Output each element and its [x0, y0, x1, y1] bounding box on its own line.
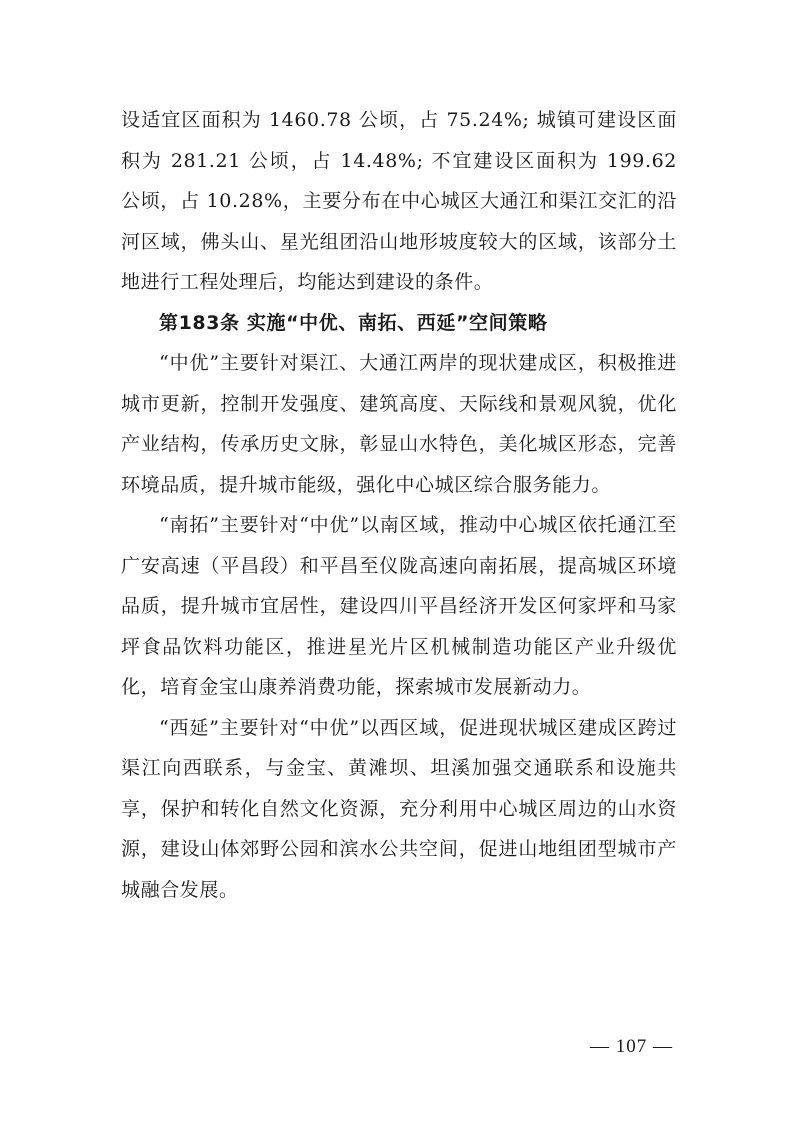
article-heading: 第183条 实施“中优、南拓、西延”空间策略 — [159, 311, 548, 334]
body-text — [121, 100, 677, 910]
paragraph-xiyan: “西延”主要针对“中优”以西区域，促进现状城区建成区跨过渠江向西联系，与金宝、黄滩坝、坦溪加强交通联系和设施共享，保护和转化自然文化资源，充分利用中心城区周边的山水资源，建设山体郊野公园和滨水公共空间，促进山地组团型城市产城融合发展。 — [121, 716, 677, 901]
paragraph-zhongyou: “中优”主要针对渠江、大通江两岸的现状建成区，积极推进城市更新，控制开发强度、建筑高度、天际线和景观风貌，优化产业结构，传承历史文脉，彰显山水特色，美化城区形态，完善环境品质，提升城市能级，强化中心城区综合服务能力。 — [121, 352, 677, 496]
continued-paragraph: 设适宜区面积为 1460.78 公顷，占 75.24%; 城镇可建设区面积为 281.21 公顷，占 14.48%; 不宜建设区面积为 199.62 公顷，占 10.28%，主要分布在中心城区大通江和渠江交汇的沿河区域，佛头山、星光组团沿山地形坡度较大的区域，该部分土地进行工程处理后，均能达到建设的条件。 — [121, 109, 677, 293]
paragraph-nantuo: “南拓”主要针对“中优”以南区域，推动中心城区依托通江至广安高速（平昌段）和平昌至仪陇高速向南拓展，提高城区环境品质，提升城市宜居性，建设四川平昌经济开发区何家坪和马家坪食品饮料功能区，推进星光片区机械制造功能区产业升级优化，培育金宝山康养消费功能，探索城市发展新动力。 — [121, 514, 677, 698]
page-number: — 107 — — [590, 1036, 673, 1057]
